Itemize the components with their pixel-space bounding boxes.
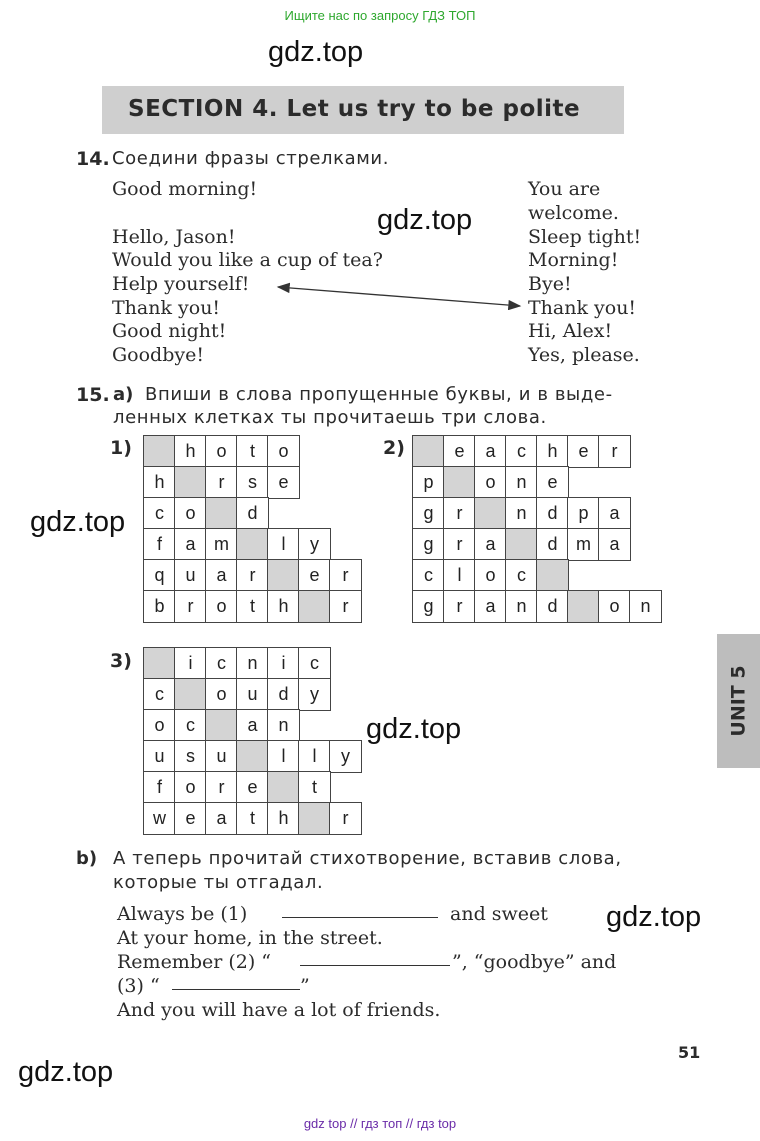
grid-cell: n bbox=[236, 647, 269, 680]
left-phrase: Goodbye! bbox=[112, 344, 204, 366]
grid-cell: c bbox=[143, 497, 176, 530]
grid-cell bbox=[329, 647, 362, 680]
poem-line: ” bbox=[300, 975, 310, 997]
right-phrase: Bye! bbox=[528, 273, 572, 295]
grid-cell bbox=[598, 466, 631, 499]
grid-cell: m bbox=[567, 528, 600, 561]
grid-cell: u bbox=[236, 678, 269, 711]
grid-cell: o bbox=[205, 435, 238, 468]
left-phrase: Hello, Jason! bbox=[112, 226, 236, 248]
grid-cell: r bbox=[443, 528, 476, 561]
grid-cell: n bbox=[505, 590, 538, 623]
grid-cell: r bbox=[205, 466, 238, 499]
grid-cell: m bbox=[205, 528, 238, 561]
grid-cell: u bbox=[205, 740, 238, 773]
answer-blank-1[interactable] bbox=[282, 917, 438, 918]
watermark: gdz.top bbox=[30, 506, 126, 538]
exercise-15-instruction: ленных клетках ты прочитаешь три слова. bbox=[113, 407, 547, 428]
grid-cell: h bbox=[267, 802, 300, 835]
grid-cell: i bbox=[174, 647, 207, 680]
unit-label: UNIT 5 bbox=[727, 665, 750, 737]
highlighted-cell[interactable] bbox=[143, 435, 176, 468]
grid-cell bbox=[298, 709, 331, 742]
grid-cell: a bbox=[174, 528, 207, 561]
right-phrase: welcome. bbox=[528, 202, 619, 224]
grid-cell: r bbox=[174, 590, 207, 623]
grid-cell: o bbox=[143, 709, 176, 742]
grid-cell: n bbox=[267, 709, 300, 742]
grid-cell: u bbox=[143, 740, 176, 773]
grid-cell bbox=[298, 435, 331, 468]
grid-cell bbox=[298, 497, 331, 530]
poem-line: And you will have a lot of friends. bbox=[117, 999, 441, 1021]
grid-cell: a bbox=[474, 590, 507, 623]
grid-cell: a bbox=[205, 559, 238, 592]
grid-cell: e bbox=[443, 435, 476, 468]
grid-3-label: 3) bbox=[110, 650, 132, 672]
highlighted-cell[interactable] bbox=[536, 559, 569, 592]
grid-cell: s bbox=[174, 740, 207, 773]
exercise-14-number: 14. bbox=[76, 148, 110, 170]
grid-cell bbox=[629, 559, 662, 592]
grid-cell: o bbox=[474, 466, 507, 499]
grid-cell: l bbox=[267, 528, 300, 561]
right-phrase: Sleep tight! bbox=[528, 226, 642, 248]
left-phrase: Good night! bbox=[112, 320, 227, 342]
grid-cell: t bbox=[236, 802, 269, 835]
grid-cell: f bbox=[143, 528, 176, 561]
watermark: gdz.top bbox=[377, 204, 473, 236]
grid-cell: c bbox=[143, 678, 176, 711]
grid-cell: g bbox=[412, 590, 445, 623]
section-title: SECTION 4. Let us try to be polite bbox=[128, 96, 581, 122]
right-phrase: Hi, Alex! bbox=[528, 320, 613, 342]
grid-cell: w bbox=[143, 802, 176, 835]
exercise-14-instruction: Соедини фразы стрелками. bbox=[112, 148, 390, 169]
highlighted-cell[interactable] bbox=[236, 740, 269, 773]
grid-cell: e bbox=[567, 435, 600, 468]
grid-cell bbox=[567, 559, 600, 592]
grid-cell: r bbox=[443, 497, 476, 530]
grid-cell: a bbox=[236, 709, 269, 742]
grid-cell: a bbox=[598, 497, 631, 530]
highlighted-cell[interactable] bbox=[474, 497, 507, 530]
grid-cell: r bbox=[329, 590, 362, 623]
page-number: 51 bbox=[678, 1043, 701, 1062]
exercise-15-instruction: Впиши в слова пропущенные буквы, и в выде- bbox=[145, 384, 613, 405]
right-phrase: Thank you! bbox=[528, 297, 637, 319]
grid-cell: e bbox=[174, 802, 207, 835]
poem-line: Remember (2) “ bbox=[117, 951, 272, 973]
grid-cell bbox=[298, 466, 331, 499]
grid-cell: y bbox=[298, 528, 331, 561]
grid-cell: f bbox=[143, 771, 176, 804]
watermark: gdz.top bbox=[366, 713, 462, 745]
grid-cell: p bbox=[412, 466, 445, 499]
watermark: gdz.top bbox=[606, 901, 702, 933]
watermark: gdz.top bbox=[18, 1056, 114, 1088]
grid-cell: q bbox=[143, 559, 176, 592]
grid-cell bbox=[629, 466, 662, 499]
grid-cell: s bbox=[236, 466, 269, 499]
grid-cell: o bbox=[267, 435, 300, 468]
grid-cell bbox=[598, 559, 631, 592]
grid-cell: c bbox=[205, 647, 238, 680]
grid-cell: n bbox=[505, 497, 538, 530]
poem-line: (3) “ bbox=[117, 975, 160, 997]
highlighted-cell[interactable] bbox=[236, 528, 269, 561]
crossword-grid-1 bbox=[144, 436, 361, 622]
grid-2-label: 2) bbox=[383, 437, 405, 459]
exercise-15-number: 15. bbox=[76, 384, 110, 406]
top-search-link[interactable]: Ищите нас по запросу ГДЗ ТОП bbox=[284, 8, 476, 23]
unit-tab bbox=[717, 634, 760, 768]
right-phrase: You are bbox=[528, 178, 601, 200]
grid-cell: c bbox=[412, 559, 445, 592]
grid-cell bbox=[629, 528, 662, 561]
watermark: gdz.top bbox=[268, 36, 364, 68]
bottom-links[interactable]: gdz top // гдз топ // гдз top bbox=[303, 1116, 457, 1131]
grid-cell bbox=[329, 678, 362, 711]
highlighted-cell[interactable] bbox=[267, 771, 300, 804]
grid-cell: a bbox=[598, 528, 631, 561]
part-b-instruction: которые ты отгадал. bbox=[113, 872, 324, 893]
grid-cell: e bbox=[298, 559, 331, 592]
grid-cell bbox=[329, 497, 362, 530]
connecting-arrow bbox=[270, 280, 530, 310]
right-phrase: Morning! bbox=[528, 249, 619, 271]
grid-cell: n bbox=[505, 466, 538, 499]
highlighted-cell[interactable] bbox=[174, 678, 207, 711]
grid-cell: i bbox=[267, 647, 300, 680]
grid-cell: y bbox=[329, 740, 362, 773]
grid-cell: h bbox=[536, 435, 569, 468]
grid-cell: l bbox=[298, 740, 331, 773]
grid-cell bbox=[329, 466, 362, 499]
grid-cell: r bbox=[598, 435, 631, 468]
exercise-15-part-b-label: b) bbox=[76, 848, 98, 869]
grid-cell: g bbox=[412, 528, 445, 561]
grid-cell: y bbox=[298, 678, 331, 711]
grid-cell: d bbox=[536, 497, 569, 530]
grid-cell: r bbox=[205, 771, 238, 804]
grid-cell bbox=[329, 435, 362, 468]
grid-cell: n bbox=[629, 590, 662, 623]
grid-cell: c bbox=[174, 709, 207, 742]
highlighted-cell[interactable] bbox=[174, 466, 207, 499]
grid-cell: l bbox=[443, 559, 476, 592]
grid-cell: c bbox=[505, 435, 538, 468]
grid-cell: a bbox=[474, 435, 507, 468]
grid-cell: o bbox=[598, 590, 631, 623]
poem-line: and sweet bbox=[450, 903, 548, 925]
highlighted-cell[interactable] bbox=[143, 647, 176, 680]
left-phrase: Help yourself! bbox=[112, 273, 250, 295]
answer-blank-2[interactable] bbox=[300, 965, 450, 966]
highlighted-cell[interactable] bbox=[205, 497, 238, 530]
highlighted-cell[interactable] bbox=[567, 590, 600, 623]
crossword-grid-3 bbox=[144, 648, 361, 834]
poem-line: Always be (1) bbox=[117, 903, 248, 925]
grid-cell: r bbox=[329, 802, 362, 835]
grid-cell: o bbox=[205, 590, 238, 623]
grid-cell bbox=[567, 466, 600, 499]
grid-cell bbox=[329, 709, 362, 742]
grid-cell: c bbox=[298, 647, 331, 680]
grid-cell: c bbox=[505, 559, 538, 592]
grid-cell: a bbox=[205, 802, 238, 835]
grid-cell: o bbox=[205, 678, 238, 711]
grid-cell: r bbox=[443, 590, 476, 623]
highlighted-cell[interactable] bbox=[443, 466, 476, 499]
grid-cell: h bbox=[174, 435, 207, 468]
poem-line: At your home, in the street. bbox=[117, 927, 383, 949]
highlighted-cell[interactable] bbox=[298, 802, 331, 835]
grid-cell: e bbox=[236, 771, 269, 804]
left-phrase: Good morning! bbox=[112, 178, 258, 200]
grid-cell bbox=[267, 497, 300, 530]
highlighted-cell[interactable] bbox=[298, 590, 331, 623]
answer-blank-3[interactable] bbox=[172, 989, 300, 990]
grid-cell: d bbox=[536, 528, 569, 561]
grid-cell: h bbox=[143, 466, 176, 499]
highlighted-cell[interactable] bbox=[267, 559, 300, 592]
grid-cell: h bbox=[267, 590, 300, 623]
left-phrase: Would you like a cup of tea? bbox=[112, 249, 383, 271]
grid-cell: b bbox=[143, 590, 176, 623]
grid-cell: r bbox=[329, 559, 362, 592]
grid-cell: r bbox=[236, 559, 269, 592]
grid-cell: p bbox=[567, 497, 600, 530]
grid-cell: d bbox=[267, 678, 300, 711]
highlighted-cell[interactable] bbox=[412, 435, 445, 468]
right-phrase: Yes, please. bbox=[528, 344, 640, 366]
crossword-grid-2 bbox=[413, 436, 661, 622]
grid-cell: t bbox=[236, 590, 269, 623]
grid-cell: t bbox=[236, 435, 269, 468]
grid-cell: e bbox=[536, 466, 569, 499]
grid-cell: g bbox=[412, 497, 445, 530]
grid-1-label: 1) bbox=[110, 437, 132, 459]
left-phrase: Thank you! bbox=[112, 297, 221, 319]
poem-line: ”, “goodbye” and bbox=[452, 951, 617, 973]
grid-cell bbox=[629, 435, 662, 468]
grid-cell: o bbox=[174, 771, 207, 804]
grid-cell: e bbox=[267, 466, 300, 499]
highlighted-cell[interactable] bbox=[505, 528, 538, 561]
grid-cell: d bbox=[536, 590, 569, 623]
grid-cell: a bbox=[474, 528, 507, 561]
grid-cell: d bbox=[236, 497, 269, 530]
part-b-instruction: А теперь прочитай стихотворение, вставив слова, bbox=[113, 848, 622, 869]
grid-cell: o bbox=[474, 559, 507, 592]
grid-cell: u bbox=[174, 559, 207, 592]
grid-cell bbox=[329, 771, 362, 804]
grid-cell bbox=[329, 528, 362, 561]
highlighted-cell[interactable] bbox=[205, 709, 238, 742]
grid-cell: l bbox=[267, 740, 300, 773]
grid-cell: o bbox=[174, 497, 207, 530]
grid-cell bbox=[629, 497, 662, 530]
exercise-15-part-a-label: a) bbox=[113, 384, 134, 405]
grid-cell: t bbox=[298, 771, 331, 804]
